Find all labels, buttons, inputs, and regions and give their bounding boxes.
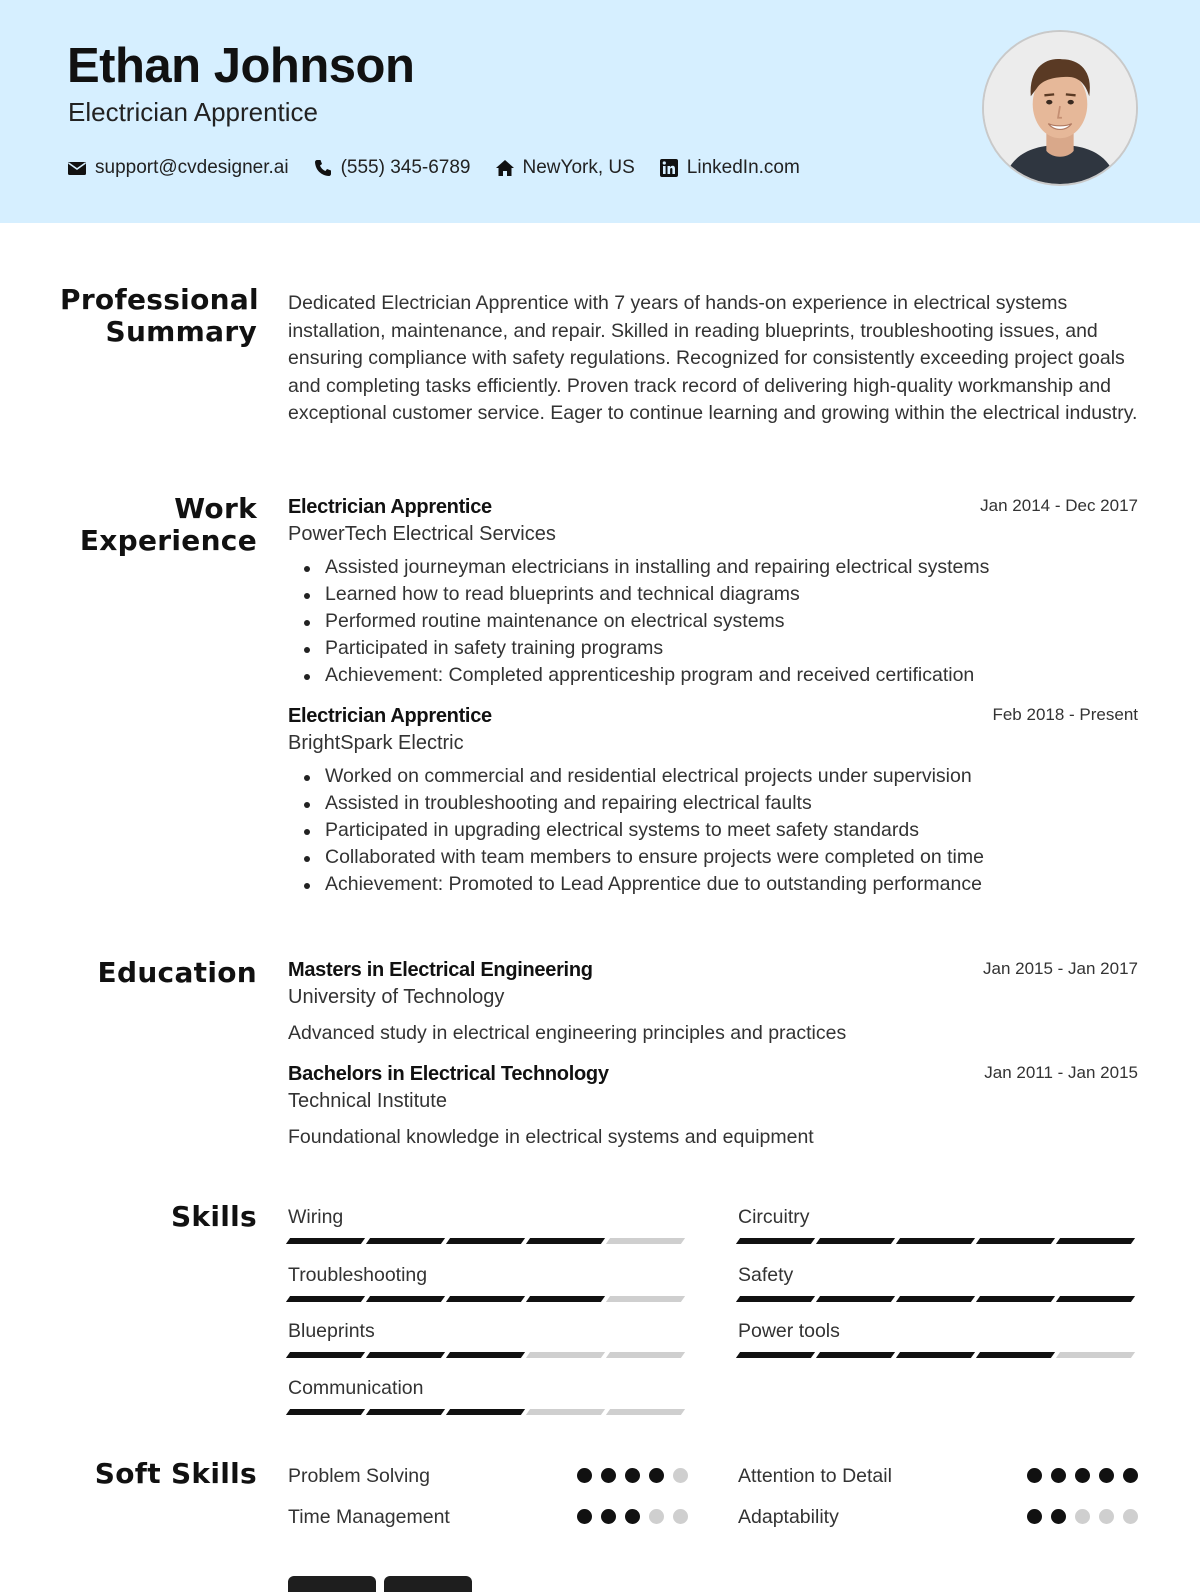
profile-photo	[982, 30, 1138, 186]
soft-skill-item	[738, 1503, 1138, 1531]
skill-level-segment	[816, 1296, 895, 1302]
skill-level-segment	[896, 1352, 975, 1358]
skill-level-bar	[738, 1296, 1138, 1302]
skill-name: Circuitry	[738, 1206, 810, 1228]
rating-dot	[1051, 1509, 1066, 1524]
skill-level-segment	[526, 1238, 605, 1244]
job-date: Jan 2014 - Dec 2017	[980, 496, 1138, 515]
skill-level-segment	[606, 1296, 685, 1302]
skill-level-segment	[366, 1296, 445, 1302]
rating-dot	[1075, 1509, 1090, 1524]
skill-item	[738, 1262, 1138, 1302]
soft-skill-item	[288, 1503, 688, 1531]
contact-email[interactable]	[67, 157, 289, 179]
skill-level-segment	[896, 1238, 975, 1244]
rating-dot	[625, 1509, 640, 1524]
skill-level-segment	[286, 1238, 365, 1244]
bullet-item: Assisted journeyman electricians in installing and repairing electrical systems	[325, 554, 1138, 581]
skill-name: Safety	[738, 1264, 794, 1286]
education-entry	[288, 957, 1138, 1047]
soft-skill-rating	[1018, 1509, 1138, 1524]
skill-level-segment	[286, 1296, 365, 1302]
skill-level-segment	[526, 1352, 605, 1358]
bullet-item: Collaborated with team members to ensure projects were completed on time	[325, 844, 1138, 871]
summary-text: Dedicated Electrician Apprentice with 7 years of hands-on experience in electrical systems installation, maintenance, and repair. Skilled in reading blueprints, troubleshooting issues, and ensuring compliance with safety regulations. Recognized for consistently exceeding project goals and completing tasks efficiently. Proven track record of delivering high-quality workmanship and exceptional customer service. Eager to continue learning and growing within the electrical industry.	[288, 292, 1138, 424]
candidate-name: Ethan Johnson	[67, 39, 415, 93]
skill-item	[738, 1204, 1138, 1244]
contact-linkedin[interactable]	[659, 157, 800, 179]
skill-level-segment	[736, 1296, 815, 1302]
skill-name: Blueprints	[288, 1320, 375, 1342]
skill-level-segment	[526, 1409, 605, 1415]
section-title-skills: Skills	[170, 1200, 257, 1233]
soft-skill-item	[738, 1462, 1138, 1490]
education-entry	[288, 1061, 1138, 1151]
rating-dot	[673, 1468, 688, 1483]
page-tab[interactable]	[288, 1576, 376, 1592]
education-description: Advanced study in electrical engineering principles and practices	[288, 1022, 847, 1044]
skill-level-segment	[1056, 1238, 1135, 1244]
rating-dot	[1123, 1468, 1138, 1483]
skill-level-segment	[976, 1238, 1055, 1244]
skill-level-bar	[738, 1352, 1138, 1358]
job-company: BrightSpark Electric	[288, 732, 464, 754]
rating-dot	[673, 1509, 688, 1524]
phone-text: (555) 345-6789	[340, 157, 471, 178]
job-date: Feb 2018 - Present	[992, 705, 1138, 724]
skill-level-segment	[446, 1409, 525, 1415]
skill-level-segment	[736, 1352, 815, 1358]
job-entry	[288, 703, 1138, 898]
rating-dot	[577, 1509, 592, 1524]
envelope-icon	[67, 158, 87, 178]
phone-icon	[313, 158, 333, 178]
skill-name: Troubleshooting	[288, 1264, 428, 1286]
rating-dot	[601, 1468, 616, 1483]
section-title-experience: Work Experience	[79, 492, 257, 557]
skill-level-segment	[526, 1296, 605, 1302]
bullet-item: Assisted in troubleshooting and repairing electrical faults	[325, 790, 1138, 817]
soft-skill-item	[288, 1462, 688, 1490]
skill-level-segment	[976, 1296, 1055, 1302]
skill-item	[288, 1375, 688, 1415]
bullet-item: Worked on commercial and residential electrical projects under supervision	[325, 763, 1138, 790]
skill-item	[288, 1318, 688, 1358]
skill-name: Power tools	[738, 1320, 840, 1342]
skill-level-segment	[736, 1238, 815, 1244]
skill-level-segment	[816, 1352, 895, 1358]
candidate-title: Electrician Apprentice	[68, 97, 319, 127]
bullet-item: Learned how to read blueprints and technical diagrams	[325, 581, 1138, 608]
skill-level-segment	[446, 1296, 525, 1302]
experience-block	[288, 494, 1138, 898]
skill-level-segment	[446, 1352, 525, 1358]
degree-title: Bachelors in Electrical Technology	[288, 1063, 609, 1085]
bullet-item: Achievement: Promoted to Lead Apprentice due to outstanding performance	[325, 871, 1138, 898]
rating-dot	[1123, 1509, 1138, 1524]
skill-item	[738, 1318, 1138, 1358]
job-bullets	[288, 554, 1138, 689]
skill-level-segment	[446, 1238, 525, 1244]
skill-level-segment	[896, 1296, 975, 1302]
rating-dot	[1099, 1509, 1114, 1524]
soft-skill-rating	[1018, 1468, 1138, 1483]
contact-location	[495, 157, 635, 179]
bullet-item: Performed routine maintenance on electrical systems	[325, 608, 1138, 635]
education-description: Foundational knowledge in electrical systems and equipment	[288, 1126, 814, 1148]
job-company: PowerTech Electrical Services	[288, 523, 556, 545]
avatar-illustration	[984, 32, 1136, 184]
rating-dot	[649, 1468, 664, 1483]
skill-level-segment	[606, 1409, 685, 1415]
soft-skill-name: Problem Solving	[288, 1465, 430, 1487]
bullet-item: Participated in upgrading electrical systems to meet safety standards	[325, 817, 1138, 844]
header-banner	[0, 0, 1200, 223]
job-title: Electrician Apprentice	[288, 496, 492, 518]
skill-level-segment	[976, 1352, 1055, 1358]
rating-dot	[1027, 1468, 1042, 1483]
page-tab[interactable]	[384, 1576, 472, 1592]
skill-level-bar	[288, 1409, 688, 1415]
education-block	[288, 957, 1138, 1151]
skill-item	[288, 1204, 688, 1244]
section-title-education: Education	[97, 956, 257, 989]
bullet-item: Participated in safety training programs	[325, 635, 1138, 662]
skill-level-segment	[606, 1238, 685, 1244]
skill-level-segment	[816, 1238, 895, 1244]
skill-level-segment	[1056, 1352, 1135, 1358]
rating-dot	[625, 1468, 640, 1483]
skill-level-segment	[286, 1352, 365, 1358]
skill-level-bar	[288, 1352, 688, 1358]
rating-dot	[601, 1509, 616, 1524]
skill-level-segment	[366, 1238, 445, 1244]
skill-level-segment	[1056, 1296, 1135, 1302]
skill-level-segment	[366, 1409, 445, 1415]
section-title-summary: Professional Summary	[60, 283, 259, 348]
skill-level-bar	[288, 1296, 688, 1302]
skill-name: Wiring	[288, 1206, 344, 1228]
skill-level-bar	[288, 1238, 688, 1244]
job-bullets	[288, 763, 1138, 898]
education-date: Jan 2011 - Jan 2015	[984, 1063, 1138, 1082]
education-date: Jan 2015 - Jan 2017	[982, 959, 1138, 978]
skill-level-bar	[738, 1238, 1138, 1244]
soft-skill-name: Attention to Detail	[738, 1465, 892, 1487]
contact-bar	[67, 157, 824, 179]
rating-dot	[1099, 1468, 1114, 1483]
summary-block	[288, 290, 1138, 428]
soft-skill-name: Time Management	[288, 1506, 450, 1528]
rating-dot	[1075, 1468, 1090, 1483]
linkedin-icon	[659, 158, 679, 178]
school-name: University of Technology	[288, 986, 505, 1008]
skill-level-segment	[606, 1352, 685, 1358]
soft-skill-name: Adaptability	[738, 1506, 839, 1528]
rating-dot	[649, 1509, 664, 1524]
location-text: NewYork, US	[522, 157, 635, 178]
job-entry	[288, 494, 1138, 689]
home-icon	[495, 158, 515, 178]
school-name: Technical Institute	[288, 1090, 447, 1112]
contact-phone[interactable]	[313, 157, 471, 179]
skill-item	[288, 1262, 688, 1302]
job-title: Electrician Apprentice	[288, 705, 492, 727]
rating-dot	[1027, 1509, 1042, 1524]
degree-title: Masters in Electrical Engineering	[288, 959, 593, 981]
rating-dot	[577, 1468, 592, 1483]
soft-skill-rating	[568, 1509, 688, 1524]
soft-skill-rating	[568, 1468, 688, 1483]
section-title-soft-skills: Soft Skills	[94, 1457, 257, 1490]
rating-dot	[1051, 1468, 1066, 1483]
skill-level-segment	[286, 1409, 365, 1415]
page-tabs	[288, 1576, 480, 1592]
skill-name: Communication	[288, 1377, 424, 1399]
skill-level-segment	[366, 1352, 445, 1358]
email-text: support@cvdesigner.ai	[95, 157, 289, 178]
bullet-item: Achievement: Completed apprenticeship program and received certification	[325, 662, 1138, 689]
linkedin-text: LinkedIn.com	[686, 157, 800, 178]
